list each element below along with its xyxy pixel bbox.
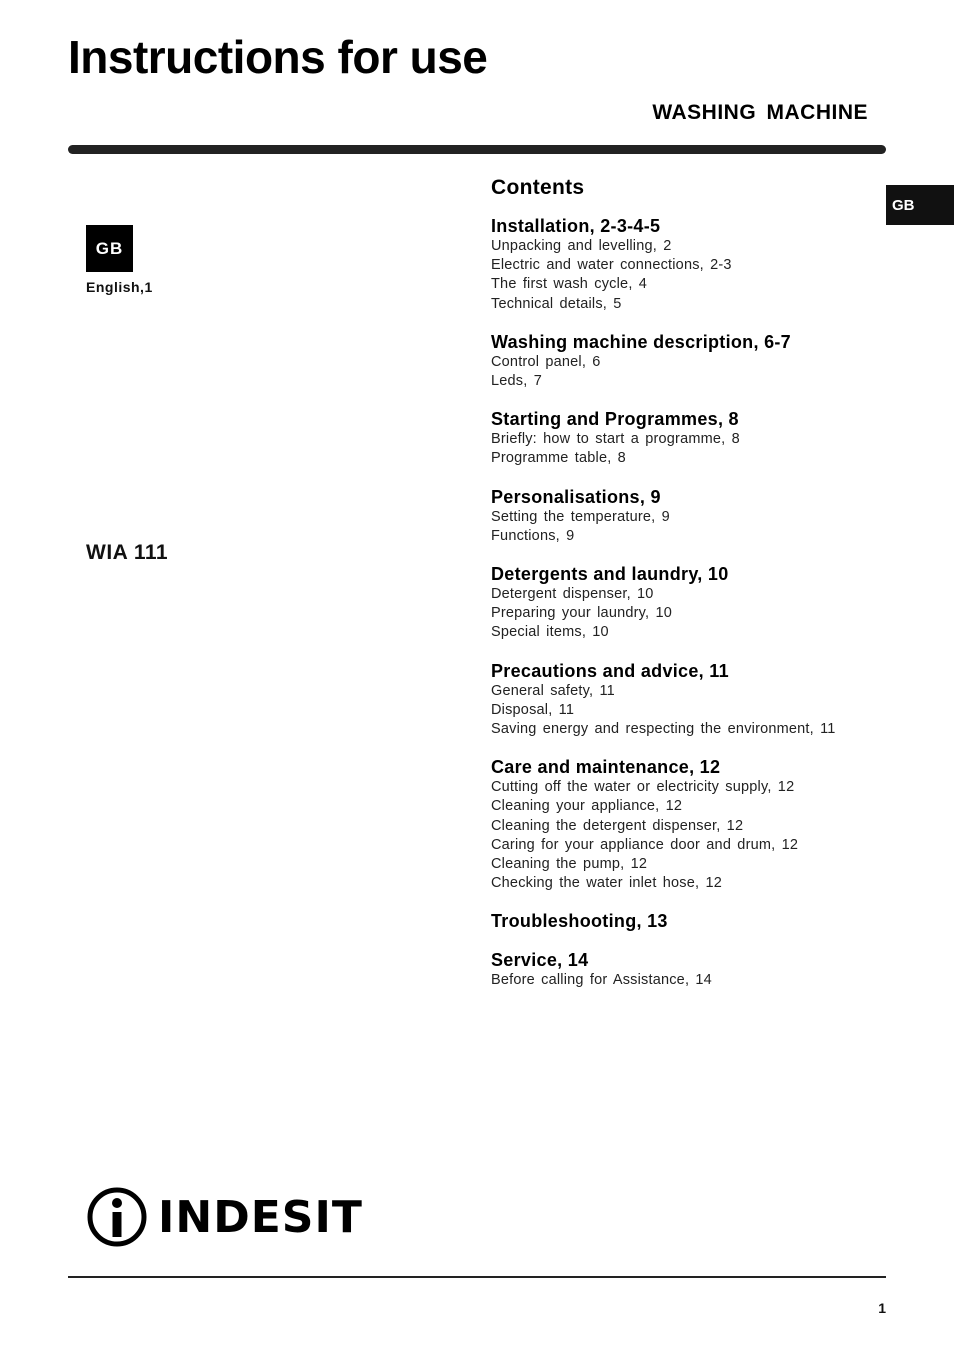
contents-section [491,332,881,391]
list-item[interactable]: Leds, 7 [491,373,542,390]
indesit-logo-icon [86,1186,148,1248]
list-item[interactable]: Cleaning your appliance, 12 [491,798,683,815]
contents-section [491,216,881,314]
section-title[interactable]: Precautions and advice, 11 [491,660,729,681]
list-item[interactable]: Functions, 9 [491,527,575,544]
section-title[interactable]: Service, 14 [491,950,589,971]
list-item[interactable]: Saving energy and respecting the environment, 11 [491,721,836,738]
section-title[interactable]: Personalisations, 9 [491,486,661,507]
list-item[interactable]: Programme table, 8 [491,450,626,467]
list-item[interactable]: Cleaning the detergent dispenser, 12 [491,817,744,834]
section-items [491,353,881,391]
contents-section [491,911,881,932]
contents-section [491,409,881,468]
list-item[interactable]: Cleaning the pump, 12 [491,856,648,873]
contents-sections [491,216,881,991]
contents-section [491,950,881,990]
page-number: 1 [878,1300,886,1316]
list-item[interactable]: Electric and water connections, 2-3 [491,257,732,274]
contents-section [491,487,881,546]
list-item[interactable]: Special items, 10 [491,624,609,641]
brand-logo [86,1186,363,1248]
list-item[interactable]: Unpacking and levelling, 2 [491,238,672,254]
list-item[interactable]: Setting the temperature, 9 [491,508,670,525]
language-badge[interactable]: GB [86,225,133,272]
contents-section [491,564,881,643]
list-item[interactable]: General safety, 11 [491,682,615,699]
section-title[interactable]: Washing machine description, 6-7 [491,331,791,352]
list-item[interactable]: Caring for your appliance door and drum, 12 [491,836,799,853]
section-items [491,237,881,314]
list-item[interactable]: Checking the water inlet hose, 12 [491,875,723,892]
contents-heading: Contents [491,176,585,199]
header-divider [68,145,886,154]
list-item[interactable]: Detergent dispenser, 10 [491,586,654,603]
section-items [491,585,881,643]
page-title: Instructions for use [68,31,488,83]
footer-divider [68,1276,886,1278]
list-item[interactable]: Technical details, 5 [491,295,622,312]
model-number: WIA 111 [86,541,169,564]
table-of-contents [491,176,881,1009]
section-items [491,682,881,740]
section-title[interactable]: Care and maintenance, 12 [491,757,721,778]
section-title[interactable]: Troubleshooting, 13 [491,911,668,932]
language-label: English,1 [86,279,153,295]
section-title[interactable]: Installation, 2-3-4-5 [491,216,661,236]
list-item[interactable]: Before calling for Assistance, 14 [491,972,712,989]
brand-wordmark: INDESIT [158,1191,363,1243]
section-items [491,430,881,468]
section-items [491,971,881,990]
contents-section [491,661,881,740]
section-items [491,508,881,546]
list-item[interactable]: Preparing your laundry, 10 [491,605,673,622]
list-item[interactable]: Cutting off the water or electricity supply, 12 [491,779,795,796]
section-title[interactable]: Detergents and laundry, 10 [491,564,729,585]
section-title[interactable]: Starting and Programmes, 8 [491,409,739,430]
list-item[interactable]: Briefly: how to start a programme, 8 [491,431,740,448]
list-item[interactable]: Control panel, 6 [491,353,601,370]
product-type: WASHING MACHINE [652,101,868,124]
section-items [491,778,881,893]
list-item[interactable]: The first wash cycle, 4 [491,276,648,293]
side-tab-gb[interactable]: GB [886,185,954,225]
contents-section [491,757,881,893]
list-item[interactable]: Disposal, 11 [491,701,575,718]
